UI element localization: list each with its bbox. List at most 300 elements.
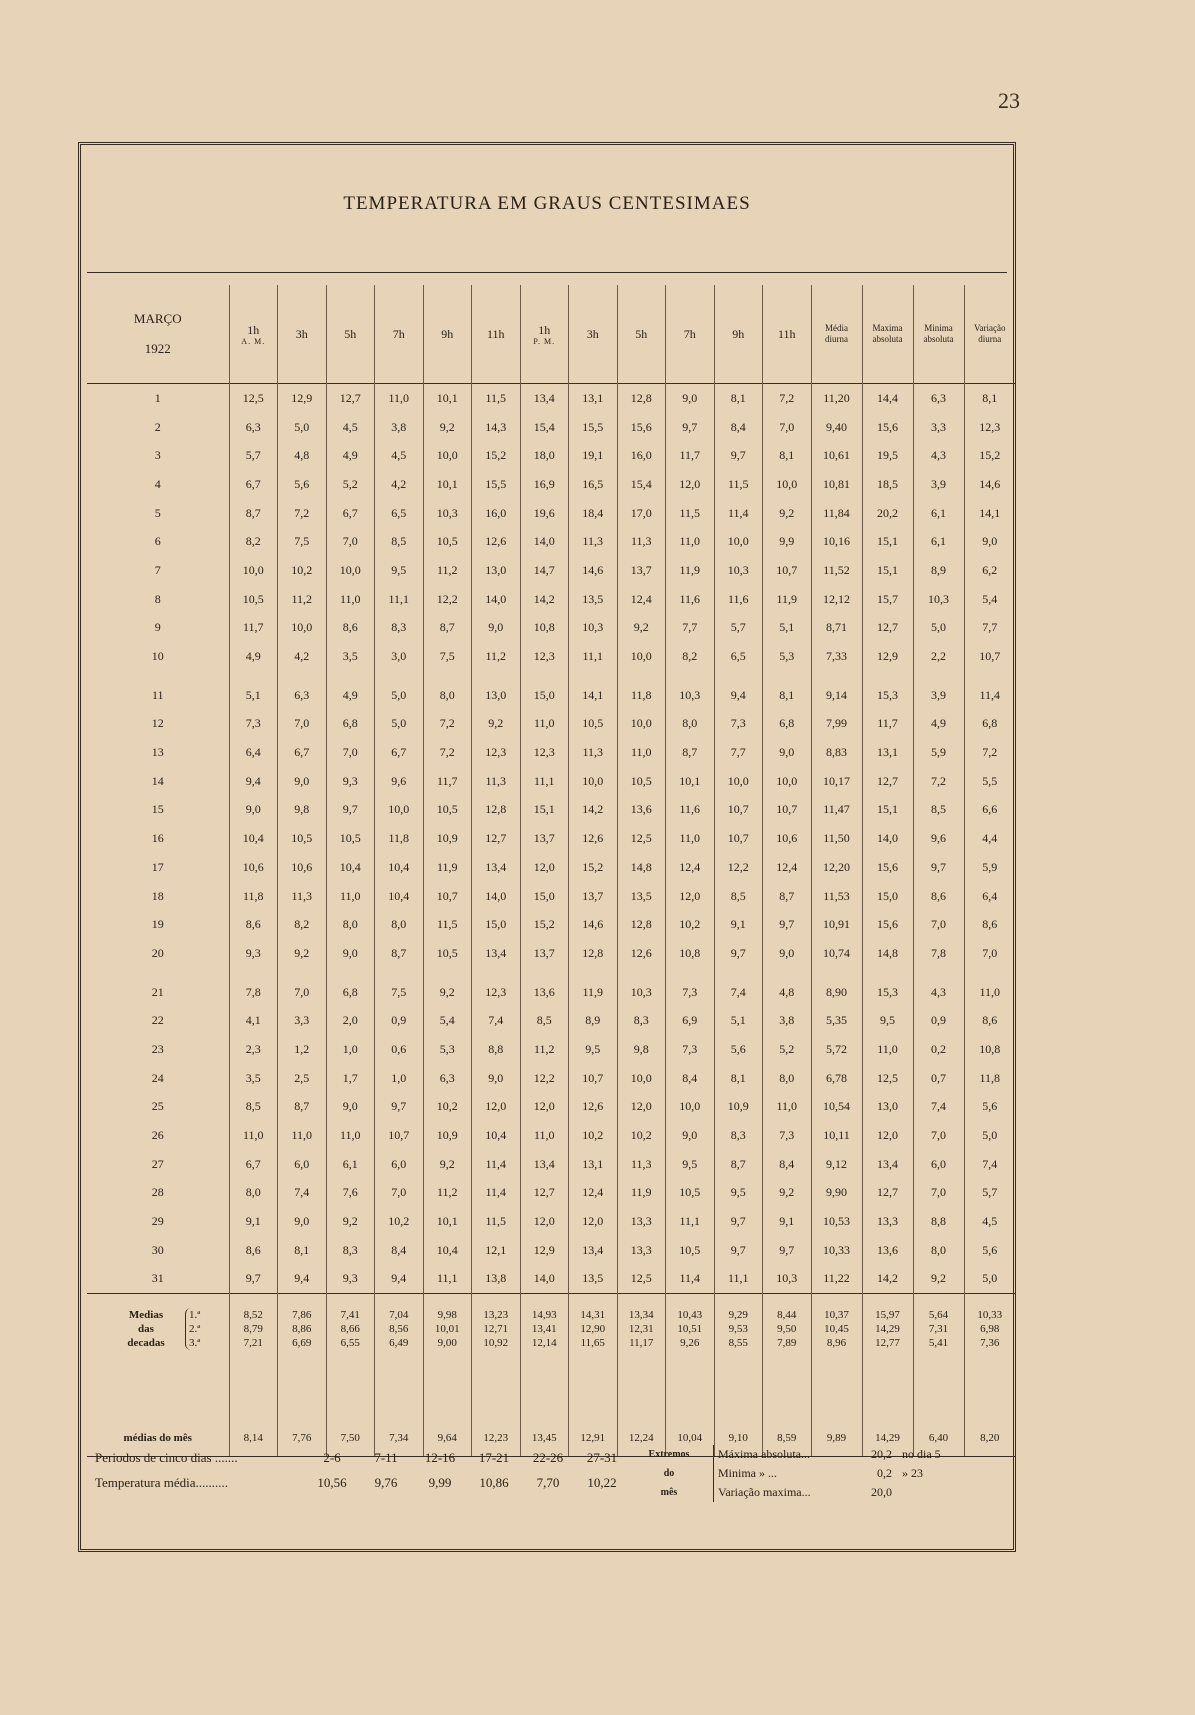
hour-label: 1h — [247, 322, 260, 337]
temperature-cell: 0,2 — [913, 1035, 964, 1064]
temperature-cell: 7,7 — [666, 614, 715, 643]
temperature-cell: 9,0 — [229, 796, 278, 825]
temperature-cell: 15,6 — [617, 413, 666, 442]
day-cell: 6 — [154, 534, 161, 549]
decade-mark: 1.ª — [189, 1309, 201, 1322]
gap-cell — [520, 671, 569, 681]
temperature-cell: 8,90 — [811, 978, 862, 1007]
temperature-cell: 11,4 — [472, 1150, 521, 1179]
temperature-cell: 6,8 — [763, 710, 812, 739]
temperature-cell: 16,0 — [472, 499, 521, 528]
temperature-cell: 9,4 — [714, 681, 763, 710]
decade-means-cell — [666, 1294, 715, 1365]
temperature-cell: 7,99 — [811, 710, 862, 739]
temperature-cell: 10,53 — [811, 1207, 862, 1236]
decade-mean-value: 6,69 — [292, 1337, 312, 1350]
temperature-cell: 12,3 — [520, 738, 569, 767]
temperature-cell: 11,2 — [423, 1179, 472, 1208]
table-row — [87, 1150, 1015, 1179]
gap-cell — [811, 671, 862, 681]
temperature-cell: 12,6 — [569, 824, 618, 853]
temperature-cell: 7,3 — [666, 978, 715, 1007]
temperature-cell: 3,5 — [326, 642, 375, 671]
gap-cell — [278, 968, 327, 978]
temperature-cell: 13,3 — [617, 1207, 666, 1236]
temperature-cell: 9,2 — [617, 614, 666, 643]
temperature-cell: 10,17 — [811, 767, 862, 796]
temperature-cell: 13,6 — [520, 978, 569, 1007]
mean-temperature-value: 9,99 — [428, 1474, 452, 1490]
temperature-cell: 11,3 — [472, 767, 521, 796]
temperature-cell: 10,3 — [913, 585, 964, 614]
temperature-cell: 13,1 — [862, 738, 913, 767]
temperature-cell: 3,8 — [763, 1006, 812, 1035]
gap-cell — [423, 968, 472, 978]
table-row — [87, 710, 1015, 739]
hour-header — [326, 285, 375, 384]
temperature-cell: 7,2 — [423, 710, 472, 739]
temperature-cell: 6,78 — [811, 1064, 862, 1093]
temperature-cell: 7,0 — [913, 1121, 964, 1150]
day-cell: 14 — [151, 773, 164, 788]
month-header — [87, 285, 229, 384]
temperature-cell: 7,0 — [326, 738, 375, 767]
temperature-cell: 3,8 — [375, 413, 424, 442]
temperature-cell: 9,0 — [964, 527, 1015, 556]
temperature-cell: 5,9 — [913, 738, 964, 767]
temperature-cell: 14,0 — [520, 1265, 569, 1294]
temperature-cell: 9,0 — [326, 939, 375, 968]
gap-cell — [666, 671, 715, 681]
day-cell: 7 — [154, 562, 161, 577]
decade-mean-value: 13,41 — [531, 1323, 557, 1336]
temperature-cell: 10,5 — [423, 527, 472, 556]
day-cell: 9 — [154, 620, 161, 635]
decade-mean-value: 7,31 — [928, 1323, 949, 1336]
temperature-cell: 9,9 — [763, 527, 812, 556]
temperature-cell: 13,4 — [472, 853, 521, 882]
decade-mean-value: 10,92 — [483, 1337, 509, 1350]
temperature-cell: 11,6 — [714, 585, 763, 614]
temperature-cell: 10,5 — [278, 824, 327, 853]
temperature-cell: 12,8 — [617, 910, 666, 939]
temperature-cell: 7,2 — [278, 499, 327, 528]
period-value: 22-26 — [532, 1449, 564, 1465]
temperature-cell: 5,0 — [964, 1265, 1015, 1294]
temperature-cell: 12,4 — [666, 853, 715, 882]
temperature-cell: 9,0 — [472, 1064, 521, 1093]
decade-mean-value: 7,04 — [389, 1309, 409, 1322]
temperature-cell: 14,2 — [569, 796, 618, 825]
media-diurna-header — [811, 285, 862, 384]
month-means-label: médias do mês — [87, 1364, 229, 1457]
temperature-cell: 6,0 — [375, 1150, 424, 1179]
gap-cell — [375, 671, 424, 681]
temperature-cell: 3,0 — [375, 642, 424, 671]
decade-mean-value: 8,86 — [292, 1323, 312, 1336]
page-number: 23 — [998, 88, 1020, 113]
decade-means-cell — [763, 1294, 812, 1365]
temperature-cell: 8,6 — [964, 910, 1015, 939]
temperature-cell: 11,1 — [714, 1265, 763, 1294]
temperature-cell: 10,5 — [666, 1179, 715, 1208]
temperature-cell: 8,5 — [229, 1093, 278, 1122]
temperature-cell: 8,3 — [326, 1236, 375, 1265]
temperature-cell: 11,9 — [666, 556, 715, 585]
decade-mean-value: 8,55 — [728, 1337, 748, 1350]
month-mean-cell: 12,24 — [617, 1364, 666, 1457]
month-mean-cell: 8,59 — [763, 1364, 812, 1457]
hour-header — [520, 285, 569, 384]
temperature-cell: 7,33 — [811, 642, 862, 671]
temperature-cell: 10,1 — [423, 470, 472, 499]
temperature-cell: 7,4 — [472, 1006, 521, 1035]
temperature-cell: 9,6 — [375, 767, 424, 796]
decade-means-cell — [811, 1294, 862, 1365]
extreme-row — [718, 1483, 992, 1502]
temperature-cell: 6,9 — [666, 1006, 715, 1035]
temperature-cell: 11,3 — [617, 527, 666, 556]
temperature-cell: 5,2 — [326, 470, 375, 499]
temperature-cell: 8,1 — [763, 681, 812, 710]
temperature-cell: 15,0 — [472, 910, 521, 939]
extremes-label-line: do — [663, 1468, 675, 1479]
table-row — [87, 614, 1015, 643]
temperature-cell: 10,7 — [714, 796, 763, 825]
day-cell: 11 — [151, 687, 164, 702]
temperature-cell: 8,3 — [617, 1006, 666, 1035]
temperature-cell: 10,4 — [229, 824, 278, 853]
temperature-cell: 13,0 — [862, 1093, 913, 1122]
mean-temperature-value: 10,86 — [479, 1474, 509, 1490]
temperature-cell: 11,2 — [472, 642, 521, 671]
stat-header-line: diurna — [825, 334, 848, 344]
temperature-cell: 11,20 — [811, 384, 862, 413]
temperature-cell: 10,74 — [811, 939, 862, 968]
decade-mean-value: 7,21 — [243, 1337, 263, 1350]
temperature-cell: 12,0 — [520, 853, 569, 882]
temperature-cell: 13,0 — [472, 556, 521, 585]
decade-means-cell — [617, 1294, 666, 1365]
temperature-cell: 8,8 — [472, 1035, 521, 1064]
month-mean-cell: 13,45 — [520, 1364, 569, 1457]
temperature-cell: 8,1 — [763, 441, 812, 470]
temperature-cell: 12,0 — [520, 1093, 569, 1122]
temperature-cell: 6,5 — [375, 499, 424, 528]
month-mean-cell: 14,29 — [862, 1364, 913, 1457]
table-row — [87, 978, 1015, 1007]
temperature-cell: 11,5 — [472, 1207, 521, 1236]
temperature-cell: 14,6 — [964, 470, 1015, 499]
temperature-cell: 10,2 — [423, 1093, 472, 1122]
temperature-cell: 8,7 — [229, 499, 278, 528]
temperature-cell: 11,0 — [520, 1121, 569, 1150]
temperature-cell: 15,2 — [520, 910, 569, 939]
temperature-cell: 6,1 — [326, 1150, 375, 1179]
hour-header — [375, 285, 424, 384]
temperature-cell: 10,7 — [763, 556, 812, 585]
temperature-cell: 10,4 — [375, 882, 424, 911]
day-cell: 8 — [154, 591, 161, 606]
month-mean-cell: 9,64 — [423, 1364, 472, 1457]
temperature-cell: 15,0 — [520, 681, 569, 710]
temperature-cell: 11,0 — [666, 527, 715, 556]
temperature-cell: 10,91 — [811, 910, 862, 939]
decade-means-cell — [278, 1294, 327, 1365]
decade-mean-value: 8,44 — [777, 1309, 797, 1322]
decade-mark: 2.ª — [189, 1323, 201, 1336]
temperature-cell: 6,5 — [714, 642, 763, 671]
temperature-cell: 12,6 — [617, 939, 666, 968]
temperature-cell: 10,5 — [617, 767, 666, 796]
table-row — [87, 556, 1015, 585]
temperature-cell: 11,2 — [278, 585, 327, 614]
temperature-cell: 9,3 — [326, 767, 375, 796]
temperature-cell: 11,7 — [423, 767, 472, 796]
temperature-cell: 4,2 — [278, 642, 327, 671]
temperature-cell: 10,8 — [666, 939, 715, 968]
temperature-cell: 9,0 — [326, 1093, 375, 1122]
hour-label: 11h — [777, 327, 796, 341]
temperature-cell: 12,0 — [666, 882, 715, 911]
temperature-cell: 9,8 — [617, 1035, 666, 1064]
gap-cell — [569, 968, 618, 978]
temperature-cell: 10,5 — [229, 585, 278, 614]
temperature-cell: 8,0 — [913, 1236, 964, 1265]
temperature-cell: 11,1 — [666, 1207, 715, 1236]
stat-header-line: Minima — [924, 323, 953, 333]
stat-header-line: Média — [825, 323, 848, 333]
gap-cell — [520, 968, 569, 978]
temperature-cell: 9,0 — [666, 384, 715, 413]
temperature-cell: 9,2 — [763, 1179, 812, 1208]
temperature-cell: 5,72 — [811, 1035, 862, 1064]
temperature-cell: 13,7 — [569, 882, 618, 911]
period-value: 7-11 — [374, 1449, 398, 1465]
extreme-label: Máxima absoluta... — [718, 1447, 810, 1461]
temperature-cell: 6,4 — [964, 882, 1015, 911]
temperature-cell: 9,5 — [714, 1179, 763, 1208]
temperature-cell: 7,8 — [229, 978, 278, 1007]
temperature-cell: 6,3 — [278, 681, 327, 710]
temperature-cell: 3,3 — [913, 413, 964, 442]
temperature-cell: 5,6 — [278, 470, 327, 499]
mean-temperature-value: 10,22 — [587, 1474, 617, 1490]
temperature-cell: 9,2 — [913, 1265, 964, 1294]
temperature-cell: 10,6 — [229, 853, 278, 882]
temperature-cell: 10,4 — [375, 853, 424, 882]
temperature-cell: 9,1 — [763, 1207, 812, 1236]
temperature-cell: 10,9 — [423, 824, 472, 853]
temperature-cell: 11,8 — [617, 681, 666, 710]
temperature-cell: 11,0 — [862, 1035, 913, 1064]
temperature-cell: 10,2 — [666, 910, 715, 939]
temperature-cell: 13,7 — [617, 556, 666, 585]
decade-means-cell — [423, 1294, 472, 1365]
temperature-cell: 11,8 — [229, 882, 278, 911]
temperature-cell: 13,4 — [569, 1236, 618, 1265]
temperature-cell: 6,7 — [229, 1150, 278, 1179]
temperature-cell: 4,2 — [375, 470, 424, 499]
temperature-cell: 6,7 — [278, 738, 327, 767]
temperature-cell: 9,90 — [811, 1179, 862, 1208]
temperature-cell: 18,4 — [569, 499, 618, 528]
hour-label: 11h — [486, 327, 505, 341]
temperature-cell: 15,2 — [569, 853, 618, 882]
decade-means-cell — [375, 1294, 424, 1365]
gap-cell — [87, 968, 229, 978]
temperature-cell: 11,9 — [423, 853, 472, 882]
am-label: A. M. — [241, 336, 266, 346]
temperature-cell: 9,7 — [666, 413, 715, 442]
temperature-cell: 10,54 — [811, 1093, 862, 1122]
extremes-lines — [713, 1445, 992, 1502]
temperature-cell: 5,3 — [763, 642, 812, 671]
temperature-cell: 9,7 — [375, 1093, 424, 1122]
temperature-cell: 14,2 — [520, 585, 569, 614]
decade-mean-value: 8,96 — [826, 1337, 847, 1350]
temperature-cell: 15,6 — [862, 853, 913, 882]
temperature-cell: 3,3 — [278, 1006, 327, 1035]
hour-label: 7h — [683, 327, 696, 341]
gap-cell — [862, 968, 913, 978]
temperature-cell: 6,1 — [913, 527, 964, 556]
day-cell: 24 — [151, 1070, 164, 1085]
temperature-cell: 8,7 — [666, 738, 715, 767]
temperature-cell: 9,7 — [229, 1265, 278, 1294]
decade-mean-value: 11,17 — [629, 1337, 654, 1350]
decade-mean-value: 7,89 — [777, 1337, 797, 1350]
month-mean-cell: 7,34 — [375, 1364, 424, 1457]
temperature-cell: 8,0 — [375, 910, 424, 939]
temperature-cell: 11,8 — [964, 1064, 1015, 1093]
temperature-cell: 10,0 — [617, 1064, 666, 1093]
temperature-cell: 11,0 — [326, 585, 375, 614]
temperature-cell: 10,4 — [326, 853, 375, 882]
temperature-cell: 15,1 — [862, 556, 913, 585]
hour-label: 1h — [538, 322, 551, 337]
gap-cell — [763, 671, 812, 681]
temperature-cell: 9,12 — [811, 1150, 862, 1179]
day-cell: 15 — [151, 802, 164, 817]
temperature-cell: 5,0 — [278, 413, 327, 442]
temperature-cell: 7,3 — [666, 1035, 715, 1064]
temperature-cell: 13,5 — [617, 882, 666, 911]
hour-header — [666, 285, 715, 384]
temperature-cell: 8,71 — [811, 614, 862, 643]
month-mean-cell: 9,10 — [714, 1364, 763, 1457]
temperature-cell: 20,2 — [862, 499, 913, 528]
mean-temperature-value: 9,76 — [374, 1474, 398, 1490]
temperature-cell: 10,6 — [278, 853, 327, 882]
extremes-label — [635, 1445, 703, 1502]
day-cell: 16 — [151, 831, 164, 846]
table-row — [87, 470, 1015, 499]
temperature-cell: 5,0 — [964, 1121, 1015, 1150]
temperature-cell: 4,8 — [763, 978, 812, 1007]
hour-header — [617, 285, 666, 384]
temperature-cell: 10,5 — [569, 710, 618, 739]
temperature-cell: 1,0 — [326, 1035, 375, 1064]
temperature-cell: 8,83 — [811, 738, 862, 767]
extreme-day: » 23 — [902, 1466, 923, 1480]
periods-row — [95, 1445, 635, 1470]
temperature-cell: 11,1 — [569, 642, 618, 671]
temperature-cell: 6,8 — [326, 978, 375, 1007]
decade-mean-value: 10,43 — [677, 1309, 703, 1322]
temperature-cell: 13,5 — [569, 585, 618, 614]
temperature-cell: 4,9 — [326, 441, 375, 470]
extreme-row — [718, 1464, 992, 1483]
temperature-cell: 10,0 — [569, 767, 618, 796]
temperature-cell: 5,4 — [423, 1006, 472, 1035]
decade-mean-value: 13,34 — [628, 1309, 654, 1322]
temperature-cell: 13,5 — [569, 1265, 618, 1294]
temperature-cell: 9,7 — [714, 1207, 763, 1236]
decade-mean-value: 13,23 — [483, 1309, 509, 1322]
hour-label: 5h — [635, 327, 648, 341]
month-mean-cell: 6,40 — [913, 1364, 964, 1457]
gap-cell — [666, 968, 715, 978]
temperature-cell: 8,5 — [714, 882, 763, 911]
extreme-label: Variação maxima... — [718, 1485, 811, 1499]
decade-mean-value: 5,64 — [928, 1309, 949, 1322]
temperature-cell: 10,1 — [666, 767, 715, 796]
temperature-cell: 12,3 — [964, 413, 1015, 442]
temperature-cell: 13,7 — [520, 939, 569, 968]
temperature-cell: 13,3 — [617, 1236, 666, 1265]
temperature-cell: 10,0 — [617, 642, 666, 671]
temperature-cell: 4,3 — [913, 978, 964, 1007]
temperature-cell: 13,6 — [862, 1236, 913, 1265]
temperature-cell: 5,3 — [423, 1035, 472, 1064]
temperature-cell: 9,2 — [423, 978, 472, 1007]
temperature-cell: 15,6 — [862, 910, 913, 939]
temperature-cell: 8,2 — [229, 527, 278, 556]
period-value: 27-31 — [586, 1449, 618, 1465]
table-row — [87, 1121, 1015, 1150]
variacao-diurna-header — [964, 285, 1015, 384]
temperature-cell: 5,5 — [964, 767, 1015, 796]
table-row — [87, 910, 1015, 939]
temperature-cell: 12,5 — [862, 1064, 913, 1093]
temperature-cell: 0,9 — [913, 1006, 964, 1035]
decade-mean-value: 14,31 — [580, 1309, 606, 1322]
temperature-cell: 10,5 — [423, 939, 472, 968]
month-label: MARÇO — [133, 311, 182, 326]
temperature-cell: 0,7 — [913, 1064, 964, 1093]
temperature-cell: 5,35 — [811, 1006, 862, 1035]
temperature-cell: 8,0 — [229, 1179, 278, 1208]
temperature-cell: 11,52 — [811, 556, 862, 585]
day-cell: 30 — [151, 1242, 164, 1257]
temperature-cell: 10,4 — [423, 1236, 472, 1265]
temperature-cell: 2,2 — [913, 642, 964, 671]
temperature-cell: 11,3 — [278, 882, 327, 911]
gap-cell — [617, 968, 666, 978]
temperature-cell: 18,0 — [520, 441, 569, 470]
temperature-cell: 9,8 — [278, 796, 327, 825]
month-mean-cell: 8,20 — [964, 1364, 1015, 1457]
decade-mean-value: 10,45 — [824, 1323, 849, 1336]
periods-label: Periodos de cinco dias ....... — [95, 1449, 238, 1465]
temperature-cell: 8,6 — [229, 1236, 278, 1265]
temperature-cell: 7,4 — [278, 1179, 327, 1208]
temperature-cell: 12,9 — [278, 384, 327, 413]
hour-label: 9h — [441, 327, 454, 341]
temperature-cell: 11,3 — [617, 1150, 666, 1179]
month-mean-cell: 7,76 — [278, 1364, 327, 1457]
